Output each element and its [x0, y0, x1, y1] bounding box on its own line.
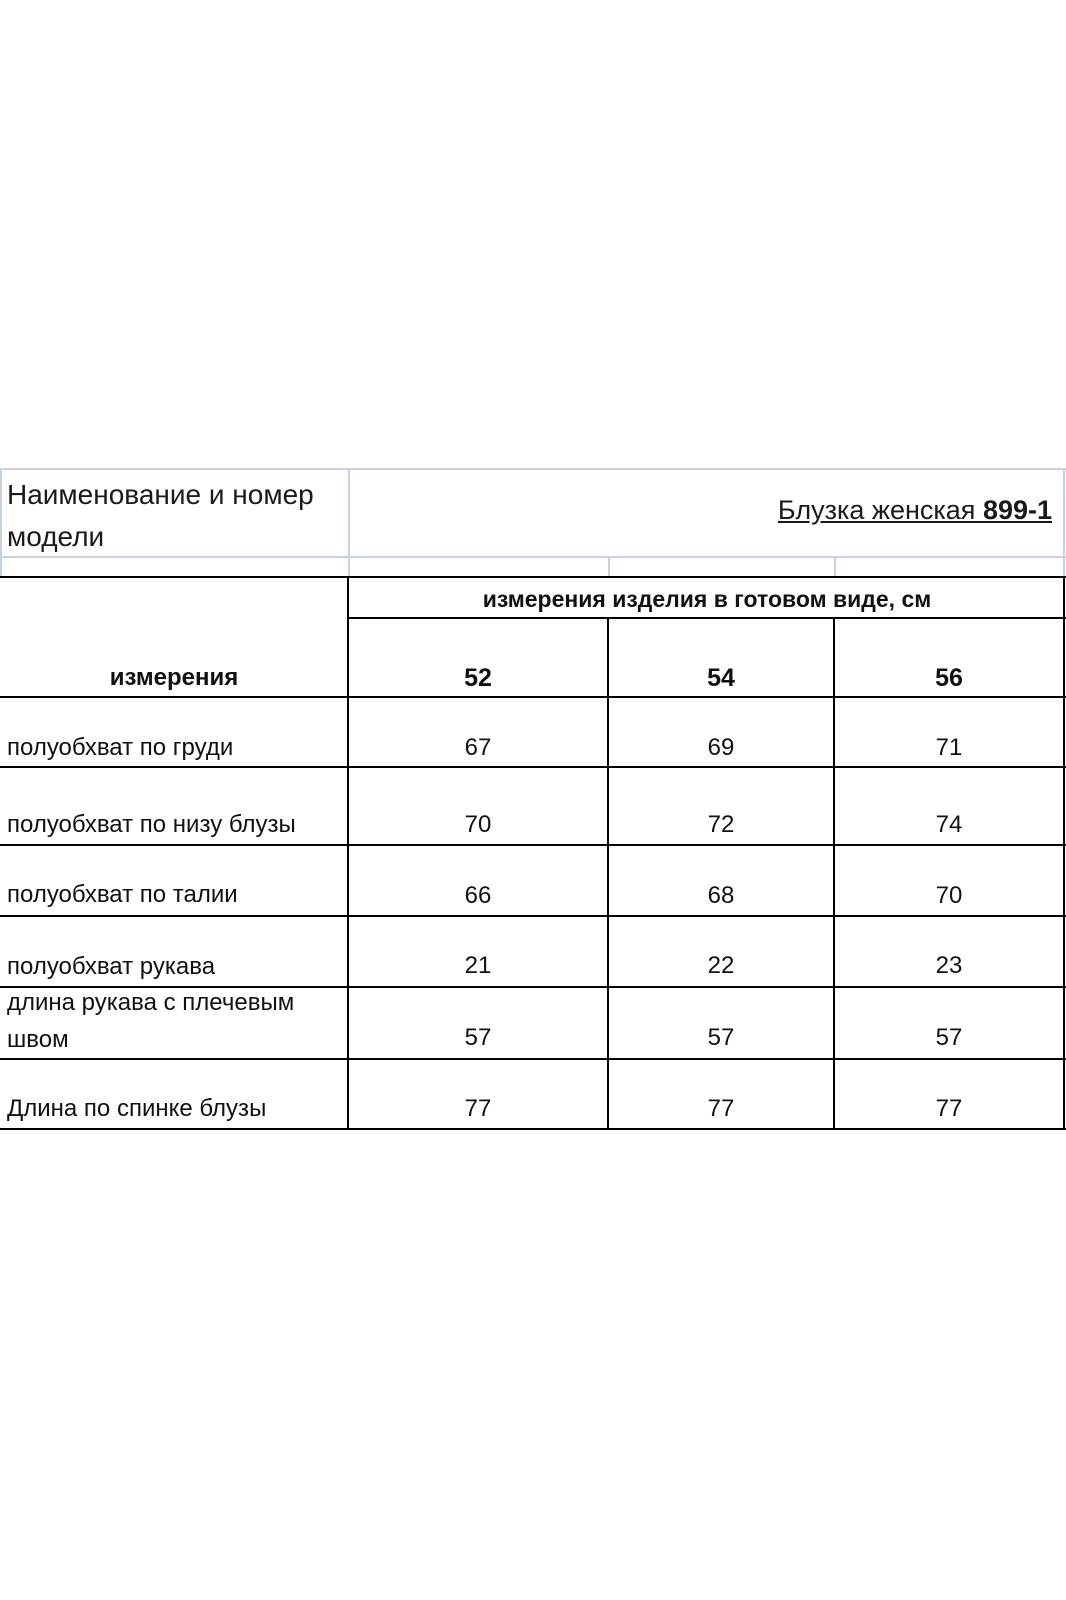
table-cell: 77 — [707, 1095, 735, 1122]
table-cell: 57 — [935, 1024, 963, 1051]
table-cell: 21 — [464, 952, 492, 979]
table-cell: 57 — [707, 1024, 735, 1051]
gridline — [608, 556, 610, 576]
table-cell: 57 — [464, 1024, 492, 1051]
table-cell: 71 — [935, 734, 963, 761]
gridline — [1063, 468, 1065, 576]
table-cell: 72 — [707, 811, 735, 838]
table-cell: 22 — [707, 952, 735, 979]
gridline — [834, 556, 836, 576]
row-label: полуобхват по низу блузы — [7, 811, 296, 838]
table-border — [0, 766, 1066, 768]
table-cell: 70 — [464, 811, 492, 838]
row-label: длина рукава с плечевым швом — [7, 989, 295, 1053]
size-header-52: 52 — [464, 664, 492, 692]
table-border — [0, 576, 1066, 578]
gridline — [0, 468, 2, 576]
row-label: полуобхват по талии — [7, 881, 238, 908]
table-cell: 67 — [464, 734, 492, 761]
row-label: полуобхват рукава — [7, 953, 216, 980]
gridline — [348, 468, 350, 576]
table-border — [348, 617, 1066, 619]
row-label: Длина по спинке блузы — [7, 1095, 267, 1122]
table-cell: 77 — [935, 1095, 963, 1122]
table-border — [0, 1128, 1066, 1130]
table-border — [0, 696, 1066, 698]
table-cell: 66 — [464, 882, 492, 909]
table-border — [833, 617, 835, 1130]
model-name-text: Блузка женская — [777, 495, 976, 525]
table-cell: 77 — [464, 1095, 492, 1122]
size-header-56: 56 — [935, 664, 963, 692]
finished-measurements-header: измерения изделия в готовом виде, см — [482, 586, 932, 612]
table-cell: 23 — [935, 952, 963, 979]
table-cell: 68 — [707, 882, 735, 909]
measurements-header: измерения — [109, 664, 239, 691]
model-name — [778, 494, 1052, 526]
table-cell: 69 — [707, 734, 735, 761]
table-border — [0, 1058, 1066, 1060]
row-label: полуобхват по груди — [7, 734, 234, 761]
size-header-54: 54 — [707, 664, 735, 692]
model-number: 899-1 — [982, 495, 1052, 525]
model-label: Наименование и номер модели — [7, 479, 314, 552]
table-cell: 74 — [935, 811, 963, 838]
table-border — [0, 844, 1066, 846]
table-border — [0, 915, 1066, 917]
gridline — [0, 468, 1066, 470]
table-cell: 70 — [935, 882, 963, 909]
table-border — [607, 617, 609, 1130]
